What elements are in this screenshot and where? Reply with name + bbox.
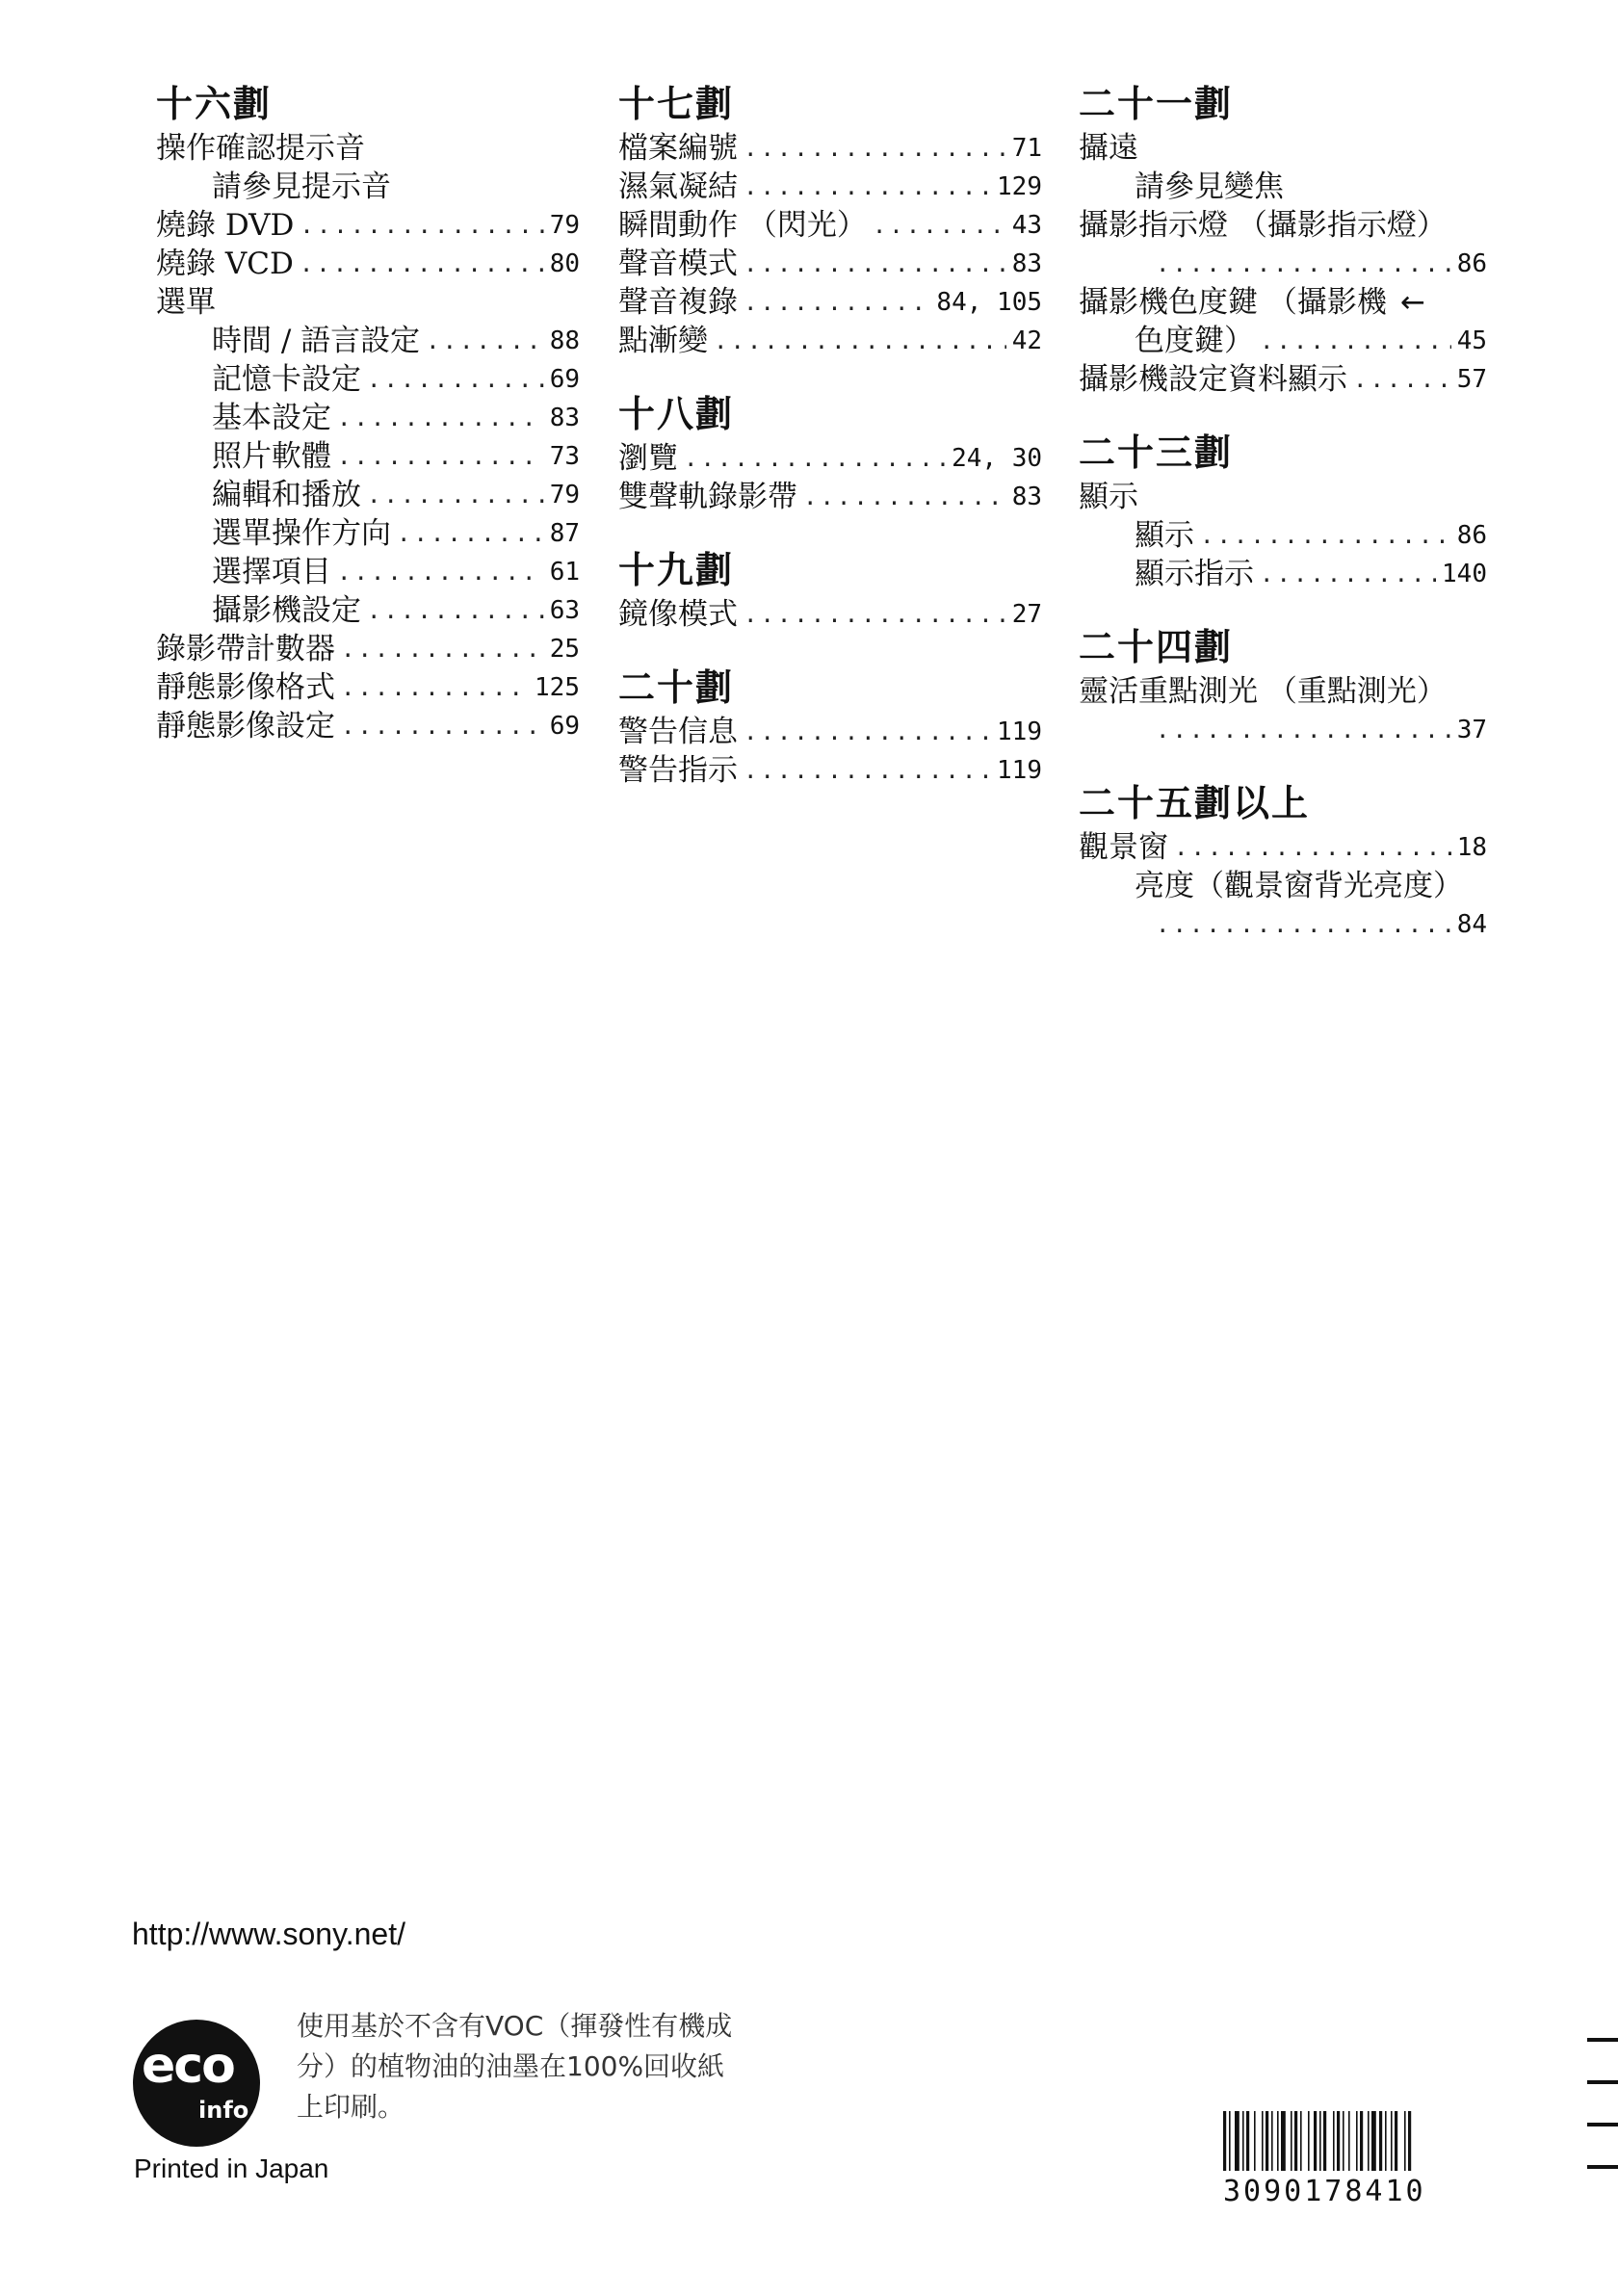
page-number: 24, 30 — [952, 444, 1042, 473]
barcode-bar — [1314, 2111, 1317, 2171]
page-number: 86 — [1456, 521, 1487, 550]
leader-dots — [1156, 245, 1451, 283]
page-number: 140 — [1442, 560, 1487, 588]
page-number: 63 — [549, 596, 580, 625]
index-section-16-strokes — [156, 79, 580, 745]
index-entry: 亮度（觀景窗背光亮度） — [1135, 869, 1463, 903]
leader-dots — [397, 514, 544, 553]
edge-tab-mark — [1587, 2038, 1618, 2042]
page-number: 84 — [1456, 910, 1487, 939]
index-entry: 雙聲軌錄影帶 ..... 83 — [618, 478, 1042, 516]
section-heading: 二十三劃 — [1079, 431, 1234, 474]
barcode-number: 3090178410 — [1223, 2175, 1426, 2208]
section-heading: 十八劃 — [618, 393, 735, 435]
page-number: 57 — [1456, 365, 1487, 394]
barcode-bar — [1343, 2111, 1344, 2171]
index-section-19-strokes — [618, 545, 1042, 634]
leader-dots — [744, 595, 1006, 634]
barcode-bar — [1277, 2111, 1279, 2171]
barcode-bar — [1360, 2111, 1363, 2171]
page-number: 45 — [1456, 326, 1487, 355]
index-entry: 聲音模式 ..... 83 — [618, 245, 1042, 283]
barcode-bar — [1300, 2111, 1302, 2171]
section-heading: 二十一劃 — [1079, 83, 1234, 125]
leader-dots — [367, 360, 544, 399]
barcode-bar — [1262, 2111, 1264, 2171]
index-entry: 攝影機設定 ..... 63 — [156, 591, 580, 630]
index-entry: 錄影帶計數器 ..... 25 — [156, 630, 580, 668]
leader-dots — [1156, 905, 1451, 944]
leader-dots — [744, 713, 991, 751]
barcode-bar — [1235, 2111, 1240, 2171]
page-number: 61 — [549, 558, 580, 587]
barcode-bar — [1385, 2111, 1387, 2171]
barcode-bar — [1223, 2111, 1226, 2171]
index-entry: 燒錄 DVD ..... 79 — [156, 206, 580, 245]
page-number: 83 — [549, 404, 580, 432]
index-entry: 瀏覽 ..... 24, 30 — [618, 439, 1042, 478]
page-number: 43 — [1011, 211, 1042, 240]
index-entry: 時間 / 語言設定 ..... 88 — [156, 322, 580, 360]
index-entry-continuation — [1079, 711, 1487, 749]
index-entry: 色度鍵） ..... 45 — [1079, 322, 1487, 360]
edge-tab-mark — [1587, 2080, 1618, 2084]
leader-dots — [1174, 828, 1451, 867]
index-section-17-strokes — [618, 79, 1042, 360]
leader-dots — [341, 668, 529, 707]
index-section-24-strokes — [1079, 622, 1487, 749]
index-entry: 選單操作方向 ..... 87 — [156, 514, 580, 553]
page-number: 119 — [997, 718, 1042, 746]
index-entry: 請參見變焦 — [1135, 170, 1284, 204]
section-heading: 二十劃 — [618, 666, 735, 709]
index-entry: 請參見提示音 — [212, 170, 391, 204]
index-entry: 記憶卡設定 ..... 69 — [156, 360, 580, 399]
index-entry: 靈活重點測光 （重點測光） — [1079, 674, 1447, 709]
leader-dots — [1260, 555, 1436, 593]
page-number: 125 — [535, 673, 580, 702]
leader-dots — [1353, 360, 1451, 399]
barcode — [1223, 2111, 1472, 2171]
barcode-bar — [1395, 2111, 1397, 2171]
index-entry: 燒錄 VCD ..... 80 — [156, 245, 580, 283]
sony-url[interactable]: http://www.sony.net/ — [132, 1917, 405, 1951]
index-entry: 濕氣凝結 ..... 129 — [618, 168, 1042, 206]
index-entry: 聲音複錄 ..... 84, 105 — [618, 283, 1042, 322]
section-heading: 十六劃 — [156, 83, 273, 125]
index-entry: 靜態影像格式 ..... 125 — [156, 668, 580, 707]
leader-dots — [803, 478, 1006, 516]
index-entry: 靜態影像設定 ..... 69 — [156, 707, 580, 745]
section-heading: 二十四劃 — [1079, 626, 1234, 668]
page-number: 88 — [549, 326, 580, 355]
page-number: 18 — [1456, 833, 1487, 862]
barcode-bar — [1371, 2111, 1376, 2171]
index-entry: 照片軟體 ..... 73 — [156, 437, 580, 476]
index-column-1 — [156, 79, 580, 774]
page-number: 119 — [997, 756, 1042, 785]
page-number: 79 — [549, 481, 580, 509]
page-number: 37 — [1456, 716, 1487, 744]
leader-dots — [341, 630, 544, 668]
page-number: 87 — [549, 519, 580, 548]
index-entry: 攝影指示燈 （攝影指示燈） — [1079, 208, 1447, 243]
index-entry: 操作確認提示音 — [156, 131, 365, 166]
index-entry: 編輯和播放 ..... 79 — [156, 476, 580, 514]
leader-dots — [1200, 516, 1451, 555]
leader-dots — [426, 322, 544, 360]
index-entry: 顯示指示 ..... 140 — [1079, 555, 1487, 593]
page-number: 42 — [1011, 326, 1042, 355]
leader-dots — [300, 206, 543, 245]
index-entry: 瞬間動作 （閃光） ..... 43 — [618, 206, 1042, 245]
leader-dots — [1156, 711, 1451, 749]
leader-dots — [337, 553, 544, 591]
leader-dots — [714, 322, 1006, 360]
section-heading: 十九劃 — [618, 549, 735, 591]
leader-dots — [341, 707, 544, 745]
index-section-20-strokes — [618, 663, 1042, 790]
index-entry: 基本設定 ..... 83 — [156, 399, 580, 437]
leader-dots — [744, 751, 991, 790]
leader-dots — [337, 437, 544, 476]
index-entry: 選單 — [156, 285, 216, 320]
index-entry: 顯示 — [1079, 480, 1138, 514]
barcode-bar — [1404, 2111, 1406, 2171]
edge-tab-mark — [1587, 2165, 1618, 2169]
page-number: 27 — [1011, 600, 1042, 629]
leader-dots — [337, 399, 544, 437]
page-number: 80 — [549, 249, 580, 278]
barcode-bar — [1323, 2111, 1326, 2171]
leader-dots — [300, 245, 544, 283]
leader-dots — [744, 129, 1006, 168]
index-entry: 警告信息 ..... 119 — [618, 713, 1042, 751]
leader-dots — [873, 206, 1006, 245]
index-entry: 攝影機色度鍵 （攝影機 ← — [1079, 285, 1425, 320]
page-number: 25 — [549, 635, 580, 664]
index-section-21-strokes — [1079, 79, 1487, 399]
index-section-18-strokes — [618, 389, 1042, 516]
left-arrow-icon: ← — [1399, 285, 1425, 320]
index-entry-continuation — [1079, 245, 1487, 283]
barcode-bar — [1308, 2111, 1310, 2171]
leader-dots — [744, 168, 991, 206]
index-entry: 選擇項目 ..... 61 — [156, 553, 580, 591]
index-column-3 — [1079, 79, 1487, 973]
barcode-bar — [1368, 2111, 1370, 2171]
index-entry: 點漸變 ..... 42 — [618, 322, 1042, 360]
barcode-bar — [1356, 2111, 1358, 2171]
leader-dots — [367, 476, 544, 514]
leader-dots — [684, 439, 946, 478]
index-entry: 警告指示 ..... 119 — [618, 751, 1042, 790]
leader-dots — [744, 283, 930, 322]
barcode-bar — [1291, 2111, 1292, 2171]
barcode-bar — [1281, 2111, 1286, 2171]
page-number: 84, 105 — [936, 288, 1042, 317]
barcode-bar — [1266, 2111, 1268, 2171]
barcode-bar — [1242, 2111, 1244, 2171]
index-section-25-plus-strokes — [1079, 778, 1487, 944]
barcode-bar — [1229, 2111, 1231, 2171]
barcode-bar — [1348, 2111, 1350, 2171]
barcode-bar — [1408, 2111, 1411, 2171]
leader-dots — [744, 245, 1006, 283]
barcode-bar — [1319, 2111, 1321, 2171]
page-number: 71 — [1011, 134, 1042, 163]
index-entry-continuation — [1079, 905, 1487, 944]
index-entry: 攝遠 — [1079, 131, 1138, 166]
leader-dots — [367, 591, 544, 630]
barcode-bar — [1391, 2111, 1393, 2171]
index-entry: 攝影機設定資料顯示 ..... 57 — [1079, 360, 1487, 399]
page-number: 69 — [549, 712, 580, 741]
barcode-bar — [1337, 2111, 1340, 2171]
barcode-bar — [1294, 2111, 1297, 2171]
page-number: 83 — [1011, 483, 1042, 511]
leader-dots — [1260, 322, 1451, 360]
barcode-bar — [1246, 2111, 1249, 2171]
section-heading: 十七劃 — [618, 83, 735, 125]
index-section-23-strokes — [1079, 428, 1487, 593]
page-number: 73 — [549, 442, 580, 471]
index-column-2 — [618, 79, 1042, 819]
page-number: 86 — [1456, 249, 1487, 278]
barcode-bar — [1271, 2111, 1273, 2171]
page-number: 83 — [1011, 249, 1042, 278]
index-entry: 觀景窗 ..... 18 — [1079, 828, 1487, 867]
page-number: 129 — [997, 172, 1042, 201]
index-entry: 鏡像模式 ..... 27 — [618, 595, 1042, 634]
page-number: 79 — [549, 211, 580, 240]
section-heading: 二十五劃以上 — [1079, 782, 1311, 824]
page-number: 69 — [549, 365, 580, 394]
index-entry: 顯示 ..... 86 — [1079, 516, 1487, 555]
eco-info-text: 使用基於不含有VOC（揮發性有機成分）的植物油的油墨在100%回收紙上印刷。 — [297, 2010, 733, 2123]
eco-info-logo: eco info — [133, 2020, 260, 2147]
index-entry: 檔案編號 ..... 71 — [618, 129, 1042, 168]
printed-in-label: Printed in Japan — [134, 2153, 329, 2183]
edge-tab-mark — [1587, 2123, 1618, 2126]
barcode-bar — [1254, 2111, 1256, 2171]
barcode-bar — [1379, 2111, 1382, 2171]
barcode-bar — [1333, 2111, 1335, 2171]
